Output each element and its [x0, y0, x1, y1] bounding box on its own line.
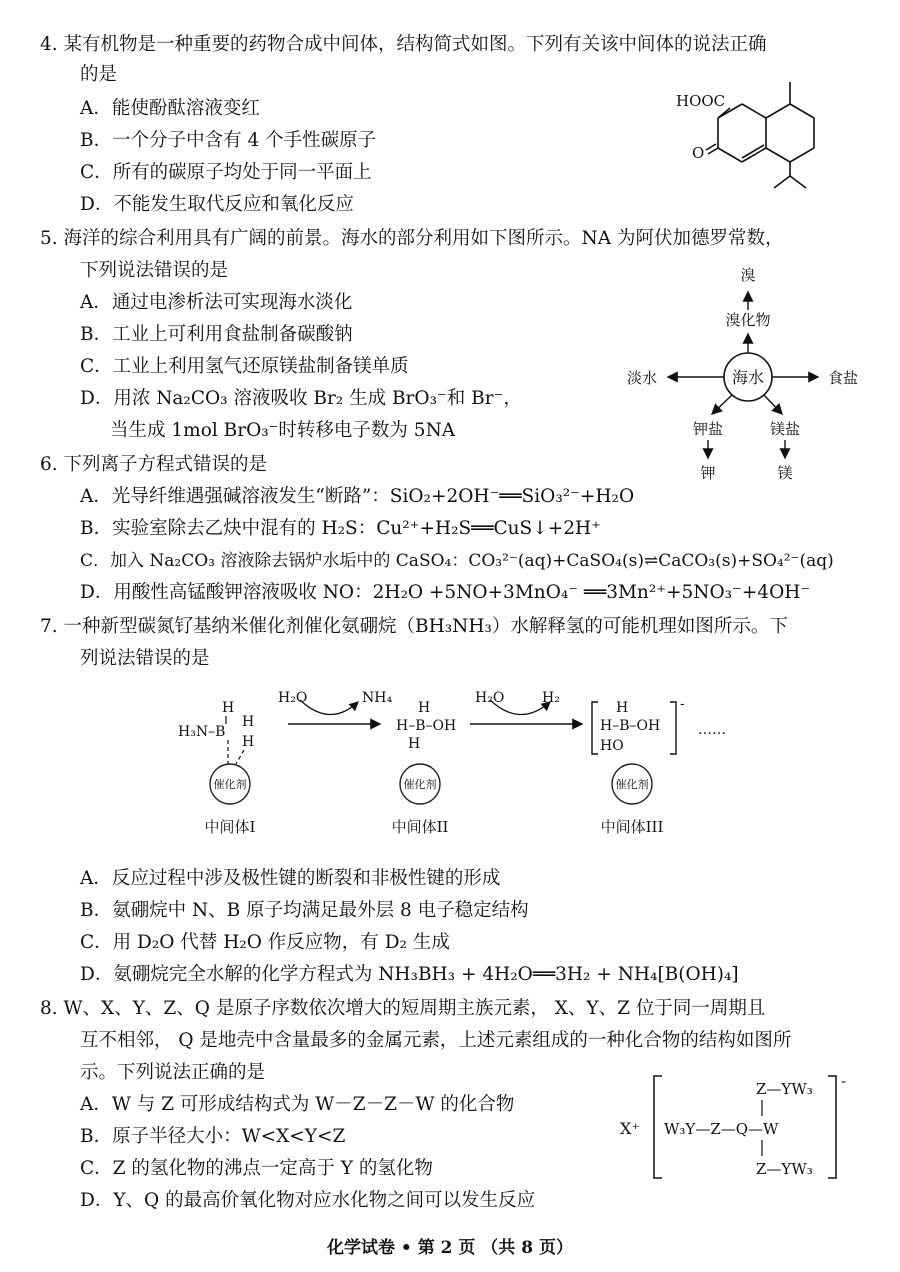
q7-stem-line2: 列说法错误的是: [80, 648, 210, 669]
svg-text:H₃N–B: H₃N–B: [178, 724, 226, 740]
q4-option-d: D．不能发生取代反应和氧化反应: [80, 194, 354, 215]
svg-text:H: H: [242, 714, 255, 730]
q6-option-a: A．光导纤维遇强碱溶液发生“断路”：SiO₂+2OH⁻══SiO₃²⁻+H₂O: [80, 486, 635, 507]
q5-stem-line1: 5. 海洋的综合利用具有广阔的前景。海水的部分利用如下图所示。NA 为阿伏加德罗常数，: [40, 228, 784, 249]
q8-stem-line1: 8. W、X、Y、Z、Q 是原子序数依次增大的短周期主族元素， X、Y、Z 位于同一周期且: [40, 998, 766, 1019]
svg-text:H–B–OH: H–B–OH: [600, 718, 661, 734]
intermediate-3-label: 中间体III: [600, 818, 664, 836]
q5-potassium-label: 钾: [700, 464, 716, 482]
q4-option-b: B．一个分子中含有 4 个手性碳原子: [80, 130, 377, 151]
step2-product: H₂: [542, 690, 560, 706]
q8-bottom-group: Z—YW₃: [756, 1160, 813, 1178]
q4-option-c: C．所有的碳原子均处于同一平面上: [80, 162, 372, 183]
svg-text:H: H: [222, 700, 235, 716]
svg-text:H: H: [408, 736, 421, 752]
q8-stem-line3: 示。下列说法正确的是: [80, 1062, 266, 1083]
step1-product: NH₄: [362, 690, 393, 706]
catalyst-label-2: 催化剂: [403, 778, 437, 791]
q8-top-group: Z—YW₃: [756, 1080, 813, 1098]
q7-option-c: C．用 D₂O 代替 H₂O 作反应物，有 D₂ 生成: [80, 932, 450, 953]
q5-seawater-figure: [620, 262, 870, 484]
q5-freshwater-label: 淡水: [626, 369, 658, 387]
intermediate-1-label: 中间体I: [204, 818, 256, 836]
q4-stem-line2: 的是: [80, 64, 118, 85]
svg-text:HO: HO: [600, 738, 624, 754]
q8-option-d: D．Y、Q 的最高价氧化物对应水化物之间可以发生反应: [80, 1190, 536, 1211]
q5-option-c: C．工业上利用氢气还原镁盐制备镁单质: [80, 356, 409, 377]
q5-bromine-label: 溴: [740, 266, 756, 284]
q6-stem: 6. 下列离子方程式错误的是: [40, 454, 268, 475]
q5-option-b: B．工业上可利用食盐制备碳酸钠: [80, 324, 353, 345]
svg-text:H: H: [418, 700, 431, 716]
q5-potassium-salt-label: 钾盐: [692, 420, 724, 438]
q4-stem-line1: 4. 某有机物是一种重要的药物合成中间体，结构简式如图。下列有关该中间体的说法正确: [40, 34, 767, 55]
intermediate-2-label: 中间体II: [391, 818, 449, 836]
svg-text:H: H: [616, 700, 629, 716]
q8-anion-charge: -: [841, 1072, 847, 1090]
q8-option-a: A．W 与 Z 可形成结构式为 W－Z－Z－W 的化合物: [80, 1094, 515, 1115]
mechanism-ellipsis: ……: [698, 722, 726, 738]
q5-magnesium-salt-label: 镁盐: [769, 420, 801, 438]
q5-option-a: A．通过电渗析法可实现海水淡化: [80, 292, 353, 313]
intermediate-3-structure: [592, 696, 726, 836]
q5-magnesium-label: 镁: [777, 464, 793, 482]
catalyst-label-1: 催化剂: [213, 778, 247, 791]
q5-center-label: 海水: [731, 368, 765, 387]
catalyst-label-3: 催化剂: [615, 778, 649, 791]
q8-stem-line2: 互不相邻， Q 是地壳中含量最多的金属元素，上述元素组成的一种化合物的结构如图所: [80, 1030, 792, 1051]
q5-option-d: D．用浓 Na₂CO₃ 溶液吸收 Br₂ 生成 BrO₃⁻和 Br⁻，: [80, 388, 522, 409]
q8-option-b: B．原子半径大小：W<X<Y<Z: [80, 1126, 346, 1147]
q6-option-c: C．加入 Na₂CO₃ 溶液除去锅炉水垢中的 CaSO₄：CO₃²⁻(aq)+CaSO₄(s)⇌CaCO₃(s)+SO₄²⁻(aq): [80, 551, 834, 571]
q6-option-d: D．用酸性高锰酸钾溶液吸收 NO：2H₂O +5NO+3MnO₄⁻ ══3Mn²⁺+5NO₃⁻+4OH⁻: [80, 582, 811, 603]
intermediate-3-charge: -: [680, 696, 685, 712]
q8-compound-structure: [616, 1072, 866, 1184]
q4-o-label: O: [692, 144, 705, 162]
q5-stem-line2: 下列说法错误的是: [80, 260, 229, 281]
q6-option-b: B．实验室除去乙炔中混有的 H₂S：Cu²⁺+H₂S══CuS↓+2H⁺: [80, 518, 601, 539]
q5-option-d-continued: 当生成 1mol BrO₃⁻时转移电子数为 5NA: [110, 420, 456, 441]
svg-text:H–B–OH: H–B–OH: [396, 718, 457, 734]
q4-option-a: A．能使酚酞溶液变红: [80, 98, 260, 119]
q7-option-b: B．氨硼烷中 N、B 原子均满足最外层 8 电子稳定结构: [80, 900, 529, 921]
q7-option-d: D．氨硼烷完全水解的化学方程式为 NH₃BH₃ + 4H₂O══3H₂ + NH₄[B(OH)₄]: [80, 964, 739, 985]
q4-structure-figure: [670, 78, 870, 193]
intermediate-2-structure: [392, 700, 457, 836]
q4-cooh-label: HOOC: [676, 92, 726, 110]
step1-reactant: H₂O: [278, 690, 308, 706]
q7-stem-line1: 7. 一种新型碳氮钌基纳米催化剂催化氨硼烷（BH₃NH₃）水解释氢的可能机理如图所示。下: [40, 616, 788, 637]
step2-reactant: H₂O: [475, 690, 505, 706]
intermediate-1-structure: [178, 700, 256, 836]
q8-middle-chain: W₃Y—Z—Q—W: [664, 1120, 779, 1138]
q8-cation-label: X⁺: [620, 1119, 640, 1138]
q7-mechanism-figure: [170, 680, 750, 850]
q5-bromide-label: 溴化物: [725, 311, 771, 329]
q5-salt-label: 食盐: [827, 369, 859, 387]
q7-option-a: A．反应过程中涉及极性键的断裂和非极性键的形成: [80, 868, 501, 889]
svg-text:H: H: [242, 734, 255, 750]
q8-option-c: C．Z 的氢化物的沸点一定高于 Y 的氢化物: [80, 1158, 433, 1179]
page-footer: 化学试卷 • 第 2 页 （共 8 页）: [327, 1238, 573, 1258]
